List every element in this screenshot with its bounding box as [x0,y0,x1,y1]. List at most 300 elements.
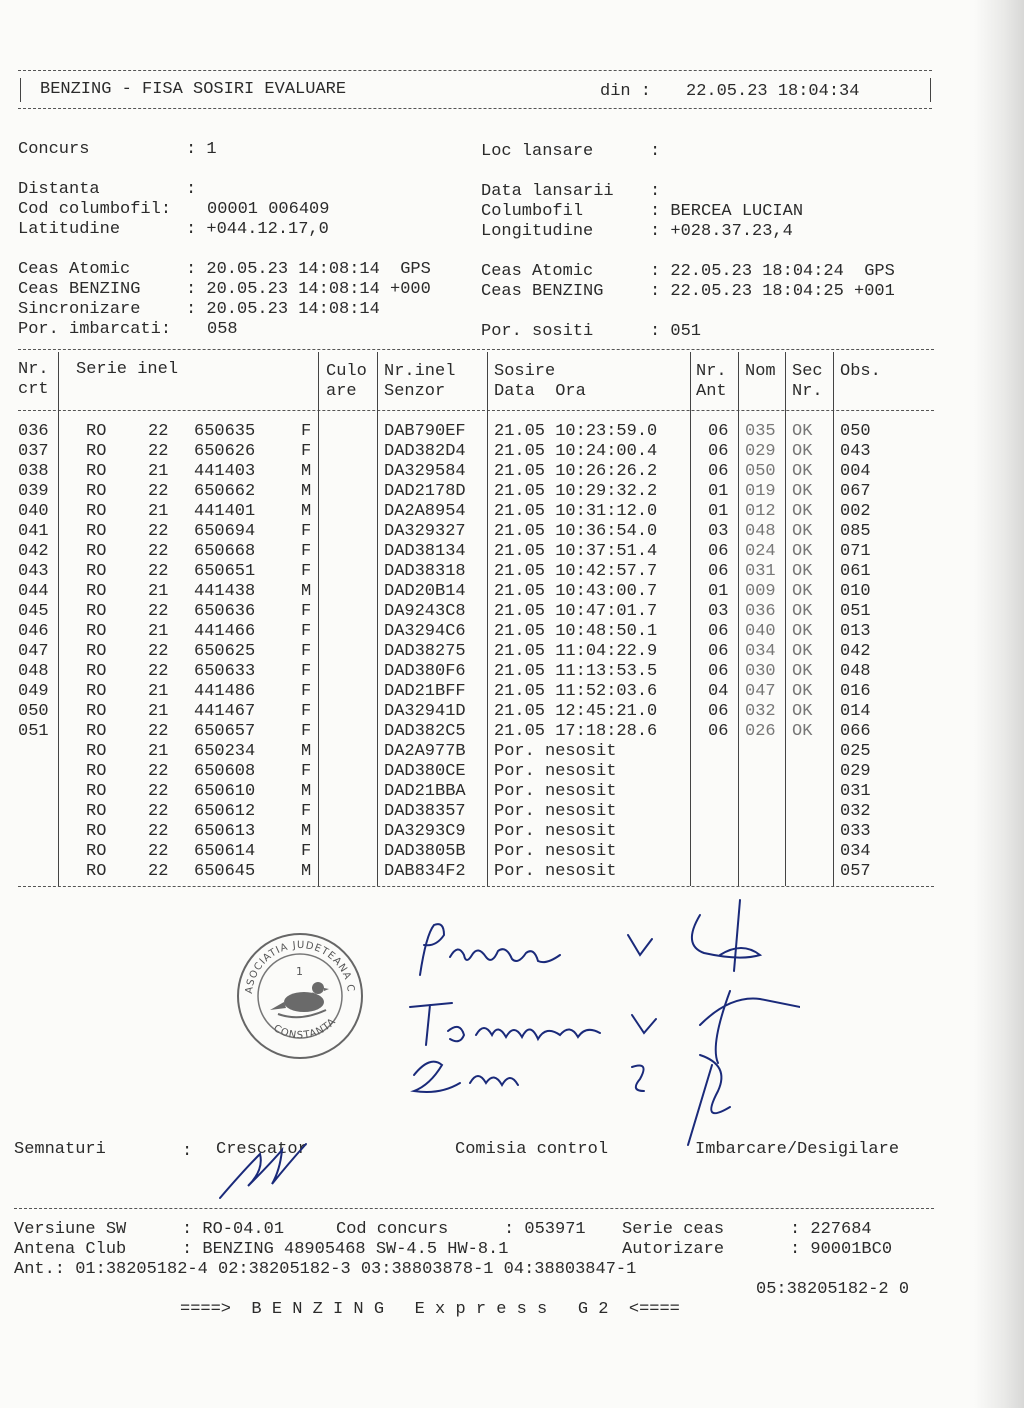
association-stamp [234,930,366,1062]
ceas-benzing-end-value: : 22.05.23 18:04:25 +001 [650,282,895,301]
cell-nr: 036 [18,422,49,441]
cell-ant: 01 [708,582,729,601]
header-bottom-border [18,108,932,109]
cell-year: 21 [148,682,169,701]
cell-ring: 650626 [194,442,256,461]
sincronizare-value: : 20.05.23 14:08:14 [186,300,380,319]
cell-sex: F [301,442,312,461]
table-row [0,742,1000,762]
cell-sec: OK [792,722,813,741]
cell-country: RO [86,502,107,521]
cell-country: RO [86,642,107,661]
cell-sosire: 21.05 12:45:21.0 [494,702,658,721]
header-left-border [20,78,21,102]
cell-ant: 01 [708,502,729,521]
cell-ant: 01 [708,482,729,501]
cell-year: 21 [148,702,169,721]
col-header-sosire-1: Sosire [494,362,556,381]
cell-country: RO [86,742,107,761]
cell-sex: F [301,662,312,681]
header-top-border [18,70,932,71]
cell-year: 21 [148,502,169,521]
cell-nom: 040 [745,622,776,641]
cell-ring: 650657 [194,722,256,741]
col-header-crt: crt [18,380,49,399]
cell-sec: OK [792,522,813,541]
ceas-atomic-start-label: Ceas Atomic [18,260,131,279]
table-row [0,462,1000,482]
cell-sosire: 21.05 10:23:59.0 [494,422,658,441]
cell-senzor: DA3294C6 [384,622,466,641]
cell-ant: 06 [708,642,729,661]
cell-ant: 06 [708,622,729,641]
cell-year: 21 [148,622,169,641]
cell-nr: 051 [18,722,49,741]
cell-sex: F [301,562,312,581]
data-lansarii-label: Data lansarii [481,182,614,201]
longitudine-value: : +028.37.23,4 [650,222,793,241]
data-lansarii-value: : [650,182,661,201]
cell-sec: OK [792,542,813,561]
cell-year: 22 [148,782,169,801]
col-header-culoare-2: are [326,382,357,401]
serie-ceas-value: : 227684 [790,1220,872,1239]
cell-obs: 066 [840,722,871,741]
cell-ring: 650608 [194,762,256,781]
cell-ring: 441401 [194,502,256,521]
cell-year: 22 [148,762,169,781]
cell-country: RO [86,722,107,741]
table-row [0,602,1000,622]
col-header-serie-inel: Serie inel [76,360,179,379]
cell-nr: 039 [18,482,49,501]
cell-sosire: 21.05 11:04:22.9 [494,642,658,661]
cell-country: RO [86,822,107,841]
cell-year: 21 [148,582,169,601]
antena-club-value: : BENZING 48905468 SW-4.5 HW-8.1 [182,1240,509,1259]
cell-senzor: DAD20B14 [384,582,466,601]
cell-senzor: DAD3805B [384,842,466,861]
cell-ring: 650651 [194,562,256,581]
autorizare-value: : 90001BC0 [790,1240,893,1259]
cell-nom: 032 [745,702,776,721]
cell-sex: M [301,582,312,601]
cell-sex: F [301,642,312,661]
cell-ant: 06 [708,442,729,461]
report-date: 22.05.23 18:04:34 [686,82,860,101]
latitudine-value: : +044.12.17,0 [186,220,329,239]
cell-obs: 014 [840,702,871,721]
cell-year: 22 [148,522,169,541]
cell-obs: 004 [840,462,871,481]
cell-ant: 06 [708,702,729,721]
cell-sex: M [301,742,312,761]
serie-ceas-label: Serie ceas [622,1220,725,1239]
ceas-atomic-end-value: : 22.05.23 18:04:24 GPS [650,262,895,281]
cell-year: 22 [148,542,169,561]
cell-year: 22 [148,482,169,501]
cell-nr: 041 [18,522,49,541]
table-row [0,442,1000,462]
cell-sec: OK [792,662,813,681]
cell-country: RO [86,522,107,541]
cell-country: RO [86,422,107,441]
cell-obs: 034 [840,842,871,861]
cell-sec: OK [792,602,813,621]
cell-sex: M [301,782,312,801]
cell-sex: M [301,502,312,521]
cell-ring: 650633 [194,662,256,681]
cell-ring: 441486 [194,682,256,701]
longitudine-label: Longitudine [481,222,594,241]
cell-sex: F [301,702,312,721]
columbofil-label: Columbofil [481,202,584,221]
cell-ring: 650234 [194,742,256,761]
cell-country: RO [86,682,107,701]
versiune-sw-label: Versiune SW [14,1220,127,1239]
cell-nr: 045 [18,602,49,621]
cell-sosire: 21.05 10:42:57.7 [494,562,658,581]
table-row [0,522,1000,542]
cell-ring: 441467 [194,702,256,721]
cell-country: RO [86,462,107,481]
cell-nr: 048 [18,662,49,681]
cell-country: RO [86,662,107,681]
cell-obs: 057 [840,862,871,881]
table-row [0,662,1000,682]
table-row [0,422,1000,442]
loc-lansare-value: : [650,142,661,161]
versiune-sw-value: : RO-04.01 [182,1220,285,1239]
col-header-nom: Nom [745,362,776,381]
cell-nom: 034 [745,642,776,661]
cell-senzor: DAD38357 [384,802,466,821]
cell-sosire: 21.05 10:43:00.7 [494,582,658,601]
imbarcare-label: Imbarcare/Desigilare [695,1140,900,1159]
cell-year: 22 [148,642,169,661]
cell-ring: 441403 [194,462,256,481]
cell-ant: 06 [708,462,729,481]
cell-country: RO [86,482,107,501]
ceas-atomic-start-value: : 20.05.23 14:08:14 GPS [186,260,431,279]
table-row [0,682,1000,702]
cell-obs: 043 [840,442,871,461]
cell-ring: 650610 [194,782,256,801]
col-header-nrinel-2: Senzor [384,382,446,401]
cell-country: RO [86,702,107,721]
cell-nr: 042 [18,542,49,561]
table-row [0,542,1000,562]
cod-concurs-label: Cod concurs [336,1220,449,1239]
cell-nr: 047 [18,642,49,661]
cell-ring: 650662 [194,482,256,501]
cell-ant: 03 [708,522,729,541]
cell-ring: 441466 [194,622,256,641]
por-sositi-value: : 051 [650,322,702,341]
cell-year: 22 [148,662,169,681]
cell-nom: 019 [745,482,776,501]
cell-nom: 026 [745,722,776,741]
col-header-nrinel-1: Nr.inel [384,362,456,381]
cell-obs: 050 [840,422,871,441]
cell-sec: OK [792,582,813,601]
cell-senzor: DAD380F6 [384,662,466,681]
cell-sosire: Por. nesosit [494,742,617,761]
cell-nr: 050 [18,702,49,721]
cell-sosire: 21.05 10:36:54.0 [494,522,658,541]
cell-nom: 031 [745,562,776,581]
table-row [0,722,1000,742]
cell-nom: 036 [745,602,776,621]
cell-obs: 085 [840,522,871,541]
ceas-benzing-start-label: Ceas BENZING [18,280,141,299]
table-header-border [18,410,934,411]
cell-sec: OK [792,562,813,581]
cell-sec: OK [792,482,813,501]
latitudine-label: Latitudine [18,220,121,239]
svg-text:ASOCIATIA JUDETEANA COLUMBOFIL: ASOCIATIA JUDETEANA C [243,939,356,995]
table-row [0,862,1000,882]
distanta-value: : [186,180,197,199]
cell-sosire: Por. nesosit [494,862,617,881]
col-header-sec-2: Nr. [792,382,823,401]
cell-year: 22 [148,602,169,621]
cell-sex: F [301,842,312,861]
cell-sex: F [301,422,312,441]
handwritten-signatures [400,895,800,1155]
cell-nom: 024 [745,542,776,561]
cell-country: RO [86,782,107,801]
ceas-benzing-end-label: Ceas BENZING [481,282,604,301]
cell-sec: OK [792,502,813,521]
cell-senzor: DAD382C5 [384,722,466,741]
col-header-obs: Obs. [840,362,881,381]
cell-sex: F [301,522,312,541]
cell-sec: OK [792,642,813,661]
table-row [0,842,1000,862]
cell-nom: 012 [745,502,776,521]
cell-year: 22 [148,422,169,441]
cell-sex: F [301,602,312,621]
cell-sosire: Por. nesosit [494,842,617,861]
cell-ant: 06 [708,422,729,441]
cell-sex: F [301,802,312,821]
pigeon-icon [270,982,329,1017]
cod-concurs-value: : 053971 [504,1220,586,1239]
header-right-border [930,78,931,102]
cell-obs: 061 [840,562,871,581]
semnaturi-label: Semnaturi [14,1140,106,1159]
cell-year: 22 [148,802,169,821]
cell-senzor: DA2A977B [384,742,466,761]
cell-sosire: 21.05 11:13:53.5 [494,662,658,681]
cell-obs: 002 [840,502,871,521]
cell-nom: 030 [745,662,776,681]
report-title: BENZING - FISA SOSIRI EVALUARE [40,80,347,99]
table-row [0,502,1000,522]
cell-sex: F [301,722,312,741]
stamp-seal [234,930,366,1062]
cell-obs: 071 [840,542,871,561]
cell-sex: M [301,462,312,481]
cell-ant: 04 [708,682,729,701]
cell-obs: 016 [840,682,871,701]
table-row [0,822,1000,842]
cell-senzor: DAB790EF [384,422,466,441]
por-imbarcati-label: Por. imbarcati: [18,320,172,339]
cell-sec: OK [792,442,813,461]
por-sositi-label: Por. sositi [481,322,594,341]
cell-nom: 029 [745,442,776,461]
cell-obs: 013 [840,622,871,641]
cell-sec: OK [792,622,813,641]
cell-sec: OK [792,462,813,481]
cell-country: RO [86,862,107,881]
cell-obs: 031 [840,782,871,801]
report-date-label: din : [600,82,652,101]
table-row [0,762,1000,782]
cell-ring: 441438 [194,582,256,601]
cell-ant: 06 [708,542,729,561]
cell-sosire: 21.05 10:26:26.2 [494,462,658,481]
cell-country: RO [86,602,107,621]
cell-obs: 029 [840,762,871,781]
cell-sec: OK [792,702,813,721]
cell-country: RO [86,842,107,861]
cell-sex: F [301,762,312,781]
table-row [0,582,1000,602]
cell-sex: F [301,682,312,701]
cell-ring: 650614 [194,842,256,861]
footer-top-border [14,1208,934,1209]
cell-ant: 06 [708,562,729,581]
cell-sosire: 21.05 10:31:12.0 [494,502,658,521]
cell-country: RO [86,762,107,781]
concurs-value: : 1 [186,140,217,159]
col-header-culoare-1: Culo [326,362,367,381]
cell-senzor: DA32941D [384,702,466,721]
cell-year: 22 [148,862,169,881]
cell-obs: 010 [840,582,871,601]
cell-obs: 051 [840,602,871,621]
cell-sosire: Por. nesosit [494,822,617,841]
cell-country: RO [86,622,107,641]
cell-senzor: DAB834F2 [384,862,466,881]
table-bottom-border [18,886,934,887]
cell-ant: 06 [708,722,729,741]
cell-country: RO [86,802,107,821]
cell-senzor: DAD38134 [384,542,466,561]
cell-sex: M [301,822,312,841]
cell-sosire: 21.05 10:37:51.4 [494,542,658,561]
semnaturi-colon: : [182,1142,193,1161]
cell-senzor: DAD2178D [384,482,466,501]
cell-sex: F [301,622,312,641]
cell-sosire: 21.05 11:52:03.6 [494,682,658,701]
ceas-benzing-start-value: : 20.05.23 14:08:14 +000 [186,280,431,299]
cell-senzor: DA329327 [384,522,466,541]
cell-year: 21 [148,462,169,481]
table-row [0,642,1000,662]
cell-nom: 009 [745,582,776,601]
sincronizare-label: Sincronizare [18,300,141,319]
cell-senzor: DAD382D4 [384,442,466,461]
cell-senzor: DA3293C9 [384,822,466,841]
concurs-label: Concurs [18,140,90,159]
cell-ring: 650668 [194,542,256,561]
cell-senzor: DA9243C8 [384,602,466,621]
cell-senzor: DA329584 [384,462,466,481]
cell-sosire: 21.05 10:24:00.4 [494,442,658,461]
cell-senzor: DAD38275 [384,642,466,661]
col-header-nr: Nr. [18,360,49,379]
cell-ring: 650694 [194,522,256,541]
cell-nr: 040 [18,502,49,521]
autorizare-label: Autorizare [622,1240,725,1259]
cell-senzor: DA2A8954 [384,502,466,521]
table-row [0,482,1000,502]
cell-sosire: Por. nesosit [494,762,617,781]
col-header-sosire-2: Data Ora [494,382,586,401]
cell-nom: 048 [745,522,776,541]
cell-sosire: 21.05 10:29:32.2 [494,482,658,501]
cell-ring: 650636 [194,602,256,621]
cell-sec: OK [792,682,813,701]
table-row [0,562,1000,582]
cell-country: RO [86,542,107,561]
table-row [0,702,1000,722]
crescator-signature [214,1140,324,1204]
cell-ring: 650635 [194,422,256,441]
loc-lansare-label: Loc lansare [481,142,594,161]
cell-senzor: DAD21BBA [384,782,466,801]
antena-club-label: Antena Club [14,1240,127,1259]
cell-nom: 035 [745,422,776,441]
svg-text:CONSTANTA: CONSTANTA [271,1016,339,1042]
col-header-ant-2: Ant [696,382,727,401]
cell-nr: 043 [18,562,49,581]
col-header-sec-1: Sec [792,362,823,381]
cell-sex: M [301,862,312,881]
cell-obs: 032 [840,802,871,821]
ceas-atomic-end-label: Ceas Atomic [481,262,594,281]
cell-obs: 067 [840,482,871,501]
cell-country: RO [86,442,107,461]
cell-nr: 049 [18,682,49,701]
cell-ring: 650625 [194,642,256,661]
cell-ring: 650612 [194,802,256,821]
cell-sosire: 21.05 17:18:28.6 [494,722,658,741]
cell-year: 22 [148,842,169,861]
cell-nom: 050 [745,462,776,481]
cell-sosire: Por. nesosit [494,802,617,821]
cell-year: 22 [148,442,169,461]
cell-year: 21 [148,742,169,761]
cell-ring: 650613 [194,822,256,841]
cell-obs: 048 [840,662,871,681]
cell-ant: 03 [708,602,729,621]
table-top-border [18,349,934,350]
cell-year: 22 [148,562,169,581]
table-row [0,782,1000,802]
cell-nr: 046 [18,622,49,641]
cell-year: 22 [148,722,169,741]
cell-senzor: DAD21BFF [384,682,466,701]
cell-senzor: DAD380CE [384,762,466,781]
cell-nr: 044 [18,582,49,601]
por-imbarcati-value: 058 [207,320,238,339]
cell-obs: 025 [840,742,871,761]
